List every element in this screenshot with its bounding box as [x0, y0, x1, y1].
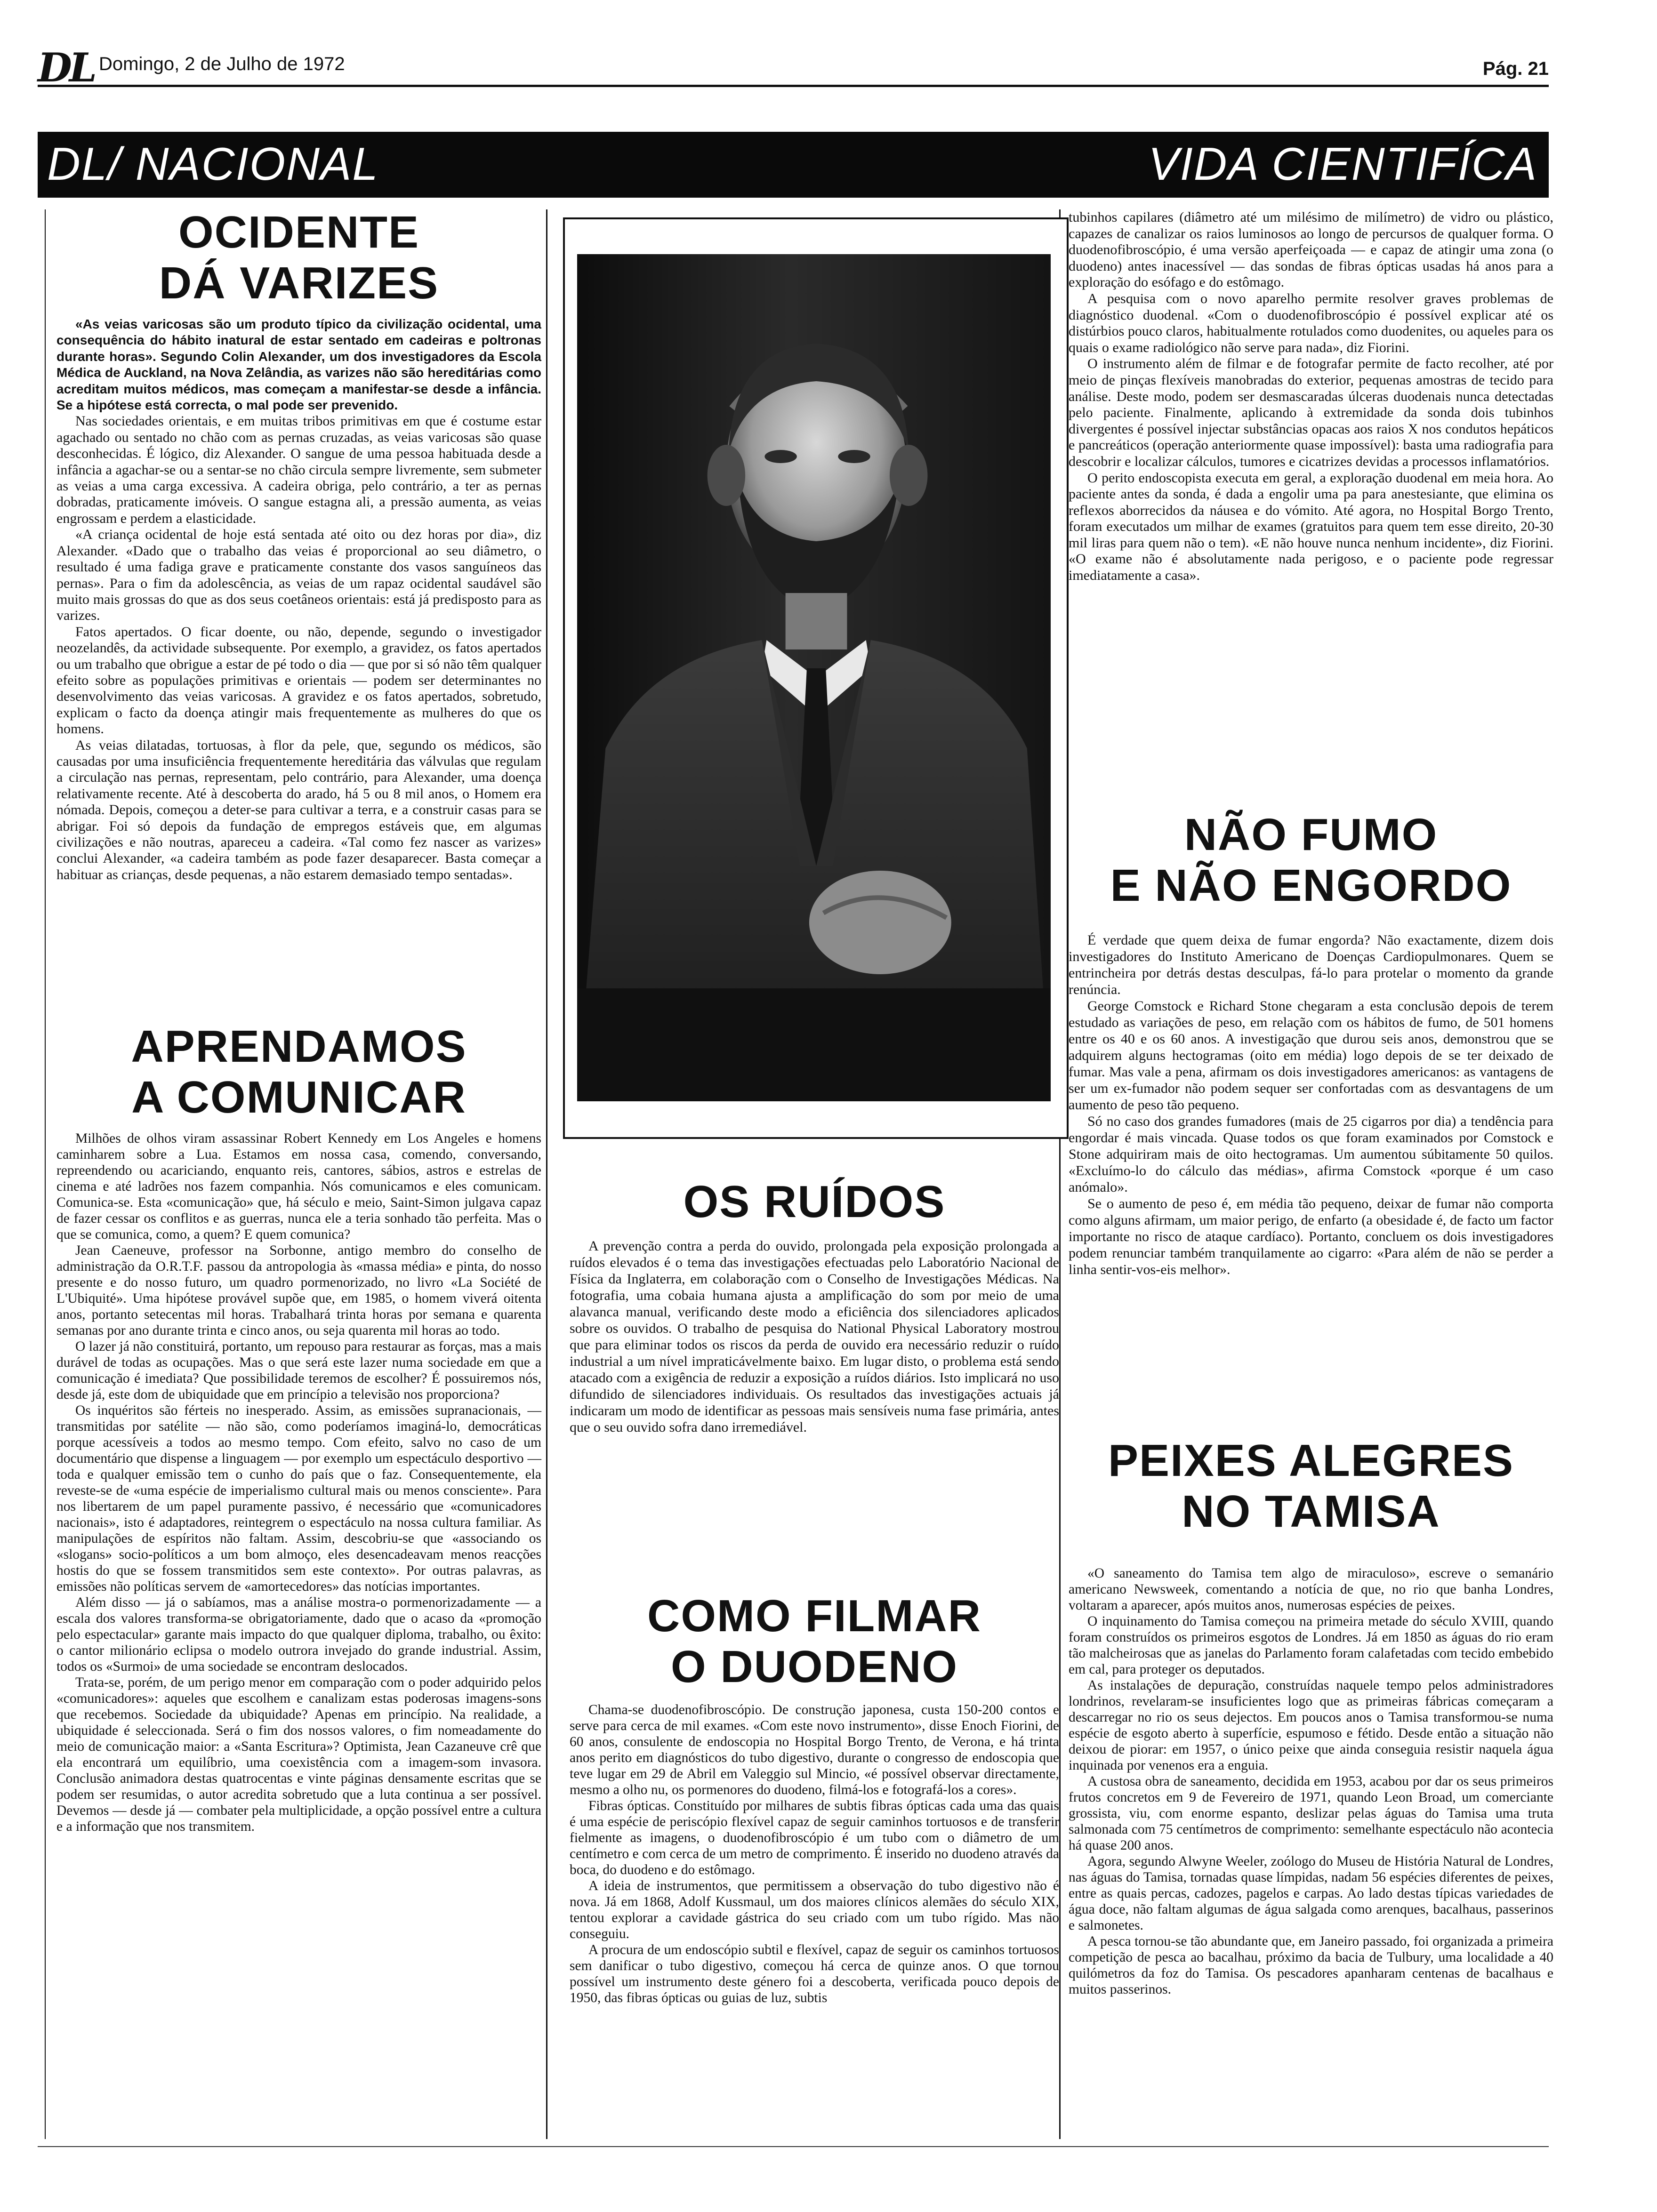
column-rule [45, 209, 46, 2139]
paragraph: Fatos apertados. O ficar doente, ou não, depende, segundo o investigador neozelandês, da actividade subsequente. Por exemplo, a gravidez, os fatos apertados ou um trabalho que obrigue a estar de pé todo o dia — que por si só não têm qualquer efeito sobre as populações primitivas e orientais — podem ser determinantes no desenvolvimento das veias varicosas. A gravidez e os fatos apertados, sobretudo, explicam o facto da doença atingir mais frequentemente as mulheres do que os homens. [56, 624, 541, 737]
paragraph: Fibras ópticas. Constituído por milhares de subtis fibras ópticas cada uma das quais é uma espécie de periscópio flexível capaz de seguir caminhos tortuosos e de transferir fielmente as imagens, o duodenofibroscópio é um tubo com o diâmetro de um centímetro e com cerca de um metro de comprimento. É inserido no duodeno através da boca, do duodeno e do estômago. [570, 1798, 1059, 1877]
paragraph: Chama-se duodenofibroscópio. De construção japonesa, custa 150-200 contos e serve para cerca de mil exames. «Com este novo instrumento», disse Enoch Fiorini, de 60 anos, consulente de endoscopia no Hospital Borgo Trento, de Verona, e há trinta anos perito em diagnósticos do tubo digestivo, durante o congresso de endoscopia que teve lugar em 29 de Abril em Valeggio sul Mincio, «é possível observar directamente, mesmo a olho nu, os pormenores do duodeno, filmá-los e fotografá-los a cores». [570, 1702, 1059, 1797]
paragraph: A procura de um endoscópio subtil e flexível, capaz de seguir os caminhos tortuosos sem danificar o tubo digestivo, começou há cerca de quinze anos. O que tornou possível um instrumento deste género foi a descoberta, verificada pouco depois de 1950, das fibras ópticas ou guias de luz, subtis [570, 1942, 1059, 2005]
paragraph: A custosa obra de saneamento, decidida em 1953, acabou por dar os seus primeiros frutos concretos em 9 de Fevereiro de 1971, quando Leon Broad, um comerciante grossista, viu, com enorme espanto, deslizar pelas águas do Tamisa uma truta salmonada com 75 centímetros de comprimento: semelhante espectáculo não acontecia há quase 200 anos. [1069, 1774, 1553, 1853]
paragraph: Além disso — já o sabíamos, mas a análise mostra-o pormenorizadamente — a escala dos valores transforma-se obrigatoriamente, dado que o acaso da «promoção pelo espectacular» garante mais impacto do que qualquer diploma, trabalho, ou êxito: o cantor milionário eclipsa o modelo outrora invejado do grande industrial. Assim, todos os «Surmoi» de uma sociedade se encontram deslocados. [56, 1595, 541, 1674]
article-duodeno-continuation [1069, 209, 1553, 584]
article-fumo [1069, 809, 1553, 1278]
paragraph: O inquinamento do Tamisa começou na primeira metade do século XVIII, quando foram construídos os primeiros esgotos de Londres. Já em 1850 as águas do rio eram tão malcheirosas que as janelas do Parlamento foram calafetadas com tecido embebido em cal, para proteger os deputados. [1069, 1614, 1553, 1677]
paragraph: Jean Caeneuve, professor na Sorbonne, antigo membro do conselho de administração da O.R.T.F. passou da antropologia às «massa média» e pinta, do nosso presente e do nosso futuro, um quadro pormenorizado, no livro «La Société de L'Ubiquité». Uma hipótese provável supõe que, em 1985, o homem viverá oitenta anos, portanto setecentas mil horas. Trabalhará trinta horas por semana e quarenta semanas por ano durante trinta e cinco anos, ou seja quarenta mil horas ao todo. [56, 1243, 541, 1338]
photo-man-with-headphones [577, 254, 1051, 1101]
paragraph: George Comstock e Richard Stone chegaram a esta conclusão depois de terem estudado as variações de peso, em relação com os hábitos de fumo, de 501 homens entre os 40 e os 60 anos. A investigação que durou seis anos, demonstrou que se adquirem alguns hectogramas (oito em média) logo depois de se ter deixado de fumar. Mas vale a pena, afirmam os dois investigadores americanos: as vantagens de ser um ex-fumador não podem sequer ser confortadas com as desvantagens de um aumento de peso tão pequeno. [1069, 998, 1553, 1113]
article-body [570, 1238, 1059, 1435]
section-bar [38, 132, 1549, 198]
paragraph: «As veias varicosas são um produto típico da civilização ocidental, uma consequência do hábito inatural de estar sentado em cadeiras e poltronas durante horas». Segundo Colin Alexander, um dos investigadores da Escola Médica de Auckland, na Nova Zelândia, as varizes não são hereditárias como acreditam muitos médicos, mas começam a manifestar-se desde a infância. Se a hipótese está correcta, o mal pode ser prevenido. [56, 317, 541, 413]
newspaper-logo: DL [38, 44, 94, 91]
article-duodeno [570, 1591, 1059, 2006]
article-headline: APRENDAMOS A COMUNICAR [131, 1021, 467, 1122]
paragraph: Só no caso dos grandes fumadores (mais de 25 cigarros por dia) a tendência para engordar é mais vincada. Quase todos os que foram examinados por Comstock e Stone adquiriram mais de oito hectogramas. Um aumentou súbitamente 50 quilos. «Excluímo-lo do cálculo das médias», afirma Comstock «porque é um caso anómalo». [1069, 1114, 1553, 1195]
paragraph: A pesca tornou-se tão abundante que, em Janeiro passado, foi organizada a primeira competição de pesca ao bacalhau, próximo da bacia de Tulbury, uma localidade a 40 quilómetros da foz do Tamisa. Os pescadores apanharam centenas de bacalhaus e muitos passerinos. [1069, 1934, 1553, 1997]
issue-date: Domingo, 2 de Julho de 1972 [99, 54, 345, 74]
paragraph: «A criança ocidental de hoje está sentada até oito ou dez horas por dia», diz Alexander. «Dado que o trabalho das veias é proporcional ao seu diâmetro, o resultado é uma fadiga grave e praticamente constante dos vasos sanguíneos das pernas». Para o fim da adolescência, as veias de um rapaz ocidental saudável são muito mais grossas do que as dos seus coetâneos orientais: está já predisposto para as varizes. [56, 527, 541, 624]
paragraph: Trata-se, porém, de um perigo menor em comparação com o poder adquirido pelos «comunicadores»: aqueles que escolhem e canalizam estas poderosas imagens-sons que recebemos. Sociedade da ubiquidade? Apenas em princípio. Na realidade, a ubiquidade é seleccionada. Será o fim dos nossos valores, o fim nomeadamente do meio de comunicação maior: a «Santa Escritura»? Optimista, Jean Cazaneuve crê que ela encontrará um equilíbrio, uma coexistência com a imagem-som invasora. Conclusão animadora destas quatrocentas e vinte páginas densamente escritas que se podem ser resumidas, o autor acredita sobretudo que a luta continua a ser possível. Devemos — desde já — combater pela multiplicidade, a opção possível entre a cultura e a informação que nos transmitem. [56, 1675, 541, 1834]
article-varizes [56, 207, 541, 883]
paragraph: tubinhos capilares (diâmetro até um milésimo de milímetro) de vidro ou plástico, capazes de canalizar os raios luminosos ao longo de percursos de qualquer forma. O duodenofibroscópio, é uma versão aperfeiçoada — e capaz de atingir uma zona (o duodeno) antes inacessível — das sondas de fibras ópticas usadas há anos para a exploração do esófago e do estômago. [1069, 209, 1553, 290]
paragraph: Se o aumento de peso é, em média tão pequeno, deixar de fumar não comporta como alguns afirmam, um maior perigo, de enfarto (a obesidade é, de facto um factor importante no risco de ataque cardíaco). Portanto, concluem os dois investigadores podem renunciar também tranquilamente ao cigarro: «Para além de não se perder a linha sentir-vos-eis melhor». [1069, 1196, 1553, 1277]
article-body [1069, 1565, 1553, 1997]
article-body [56, 1130, 541, 1835]
section-label-right: VIDA CIENTIFÍCA [1148, 138, 1537, 190]
paragraph: As instalações de depuração, construídas naquele tempo pelos administradores londrinos, revelaram-se insuficientes logo que as primeiras fábricas começaram a descarregar no rio os seus dejectos. Em poucos anos o Tamisa transformou-se numa espécie de esgoto aberto à superfície, espumoso e fétido. Desde então a situação não deixou de piorar: em 1957, o único peixe que ainda conseguia resistir naquela água inquinada por venenos era a enguia. [1069, 1678, 1553, 1773]
paragraph: O lazer já não constituirá, portanto, um repouso para restaurar as forças, mas a mais durável de todas as ocupações. Mas o que será este lazer numa sociedade em que a comunicação é imediata? Que possibilidade teremos de escolher? É possuiremos nós, desde já, este dom de ubiquidade que em princípio a televisão nos proporciona? [56, 1339, 541, 1402]
footer-rule [38, 2146, 1549, 2147]
article-body [1069, 209, 1553, 584]
paragraph: A pesquisa com o novo aparelho permite resolver graves problemas de diagnóstico duodenal. «Com o duodenofibroscópio é possível explicar até os distúrbios pouco claros, habitualmente rotulados como duodenites, ou aqueles para os quais o exame radiológico não serve para nada», diz Fiorini. [1069, 290, 1553, 355]
paragraph: Os inquéritos são férteis no inesperado. Assim, as emissões supranacionais, — transmitidas por satélite — não são, como poderíamos imaginá-lo, democráticas porque acessíveis a todos ao mesmo tempo. Com efeito, salvo no caso de um documentário que dispense a linguagem — por exemplo um espectáculo desportivo — toda e qualquer emissão tem o cunho do país que o faz. Consequentemente, ela reveste-se de «uma espécie de imperialismo cultural mais ou menos consciente». Para nos libertarem de um papel puramente passivo, é necessário que «comunicadores nacionais», isto é adaptadores, reintegrem o espectáculo na nossa cultura familiar. As manipulações de espíritos não faltam. Assim, descobriu-se que «associando os «slogans» socio-políticos a um bom almoço, eles desencadeavam menos reacções hostis do que se fossem transmitidos sem este contexto». Por outras palavras, as emissões não políticas servem de «amortecedores» das notícias importantes. [56, 1403, 541, 1594]
column-rule [546, 209, 547, 2139]
article-tamisa [1069, 1435, 1553, 1997]
section-label-left: DL/ NACIONAL [47, 138, 379, 190]
paragraph: A prevenção contra a perda do ouvido, prolongada pela exposição prolongada a ruídos elevados é o tema das investigações efectuadas pelo Laboratório Nacional de Física da Inglaterra, em colaboração com o Conselho de Investigações Médicas. Na fotografia, uma cobaia humana ajusta a amplificação do som por meio de uma alavanca manual, verificando deste modo a eficiência dos silenciadores aplicados sobre os ouvidos. O trabalho de pesquisa do National Physical Laboratory mostrou que para eliminar todos os riscos da perda de ouvido era necessário reduzir o ruído industrial a um nível impraticávelmente baixo. Em lugar disto, o problema está sendo atacado com a exigência de reduzir a exposição a ruídos diários. Isto implicará no uso difundido de silenciadores individuais. Os resultados das investigações actuais já indicaram um modo de identificar as pessoas mais sensíveis numa fase primária, antes que o seu ouvido sofra dano irremediável. [570, 1238, 1059, 1435]
article-headline: OCIDENTE DÁ VARIZES [159, 207, 439, 308]
masthead [38, 44, 1549, 91]
paragraph: A ideia de instrumentos, que permitissem a observação do tubo digestivo não é nova. Já em 1868, Adolf Kussmaul, um dos maiores clínicos alemães do século XIX, tentou explorar a cavidade gástrica do seu criado com um tubo rígido. Mas não conseguiu. [570, 1878, 1059, 1941]
article-headline: NÃO FUMO E NÃO ENGORDO [1110, 809, 1512, 911]
paragraph: «O saneamento do Tamisa tem algo de miraculoso», escreve o semanário americano Newsweek, comentando a notícia de que, no rio que banha Londres, voltaram a aparecer, após muitos anos, numerosas espécies de peixes. [1069, 1566, 1553, 1613]
article-headline: PEIXES ALEGRES NO TAMISA [1108, 1435, 1514, 1537]
paragraph: As veias dilatadas, tortuosas, à flor da pele, que, segundo os médicos, são causadas por uma insuficiência frequentemente hereditária das válvulas que regulam a circulação nas pernas, representam, pelo contrário, para Alexander, uma doença relativamente recente. Até à descoberta do arado, há 5 ou 8 mil anos, o Homem era nómada. Depois, começou a deter-se para cultivar a terra, e a construir casas para se abrigar. Foi só depois da fundação de empregos estáveis que, em algumas civilizações e não noutras, apareceu a cadeira. «Tal como fez nascer as varizes» conclui Alexander, «a cadeira também as pode fazer desaparecer. Basta começar a habituar as crianças, desde pequenas, a não estarem demasiado tempo sentadas». [56, 737, 541, 882]
page-number: Pág. 21 [1482, 58, 1549, 79]
paragraph: O instrumento além de filmar e de fotografar permite de facto recolher, até por meio de pinças flexíveis manobradas do exterior, pequenas amostras de tecido para análise. Deste modo, podem ser desmascaradas úlceras duodenais nunca detectadas pelo paciente. Finalmente, aplicando à extremidade da sonda dois tubinhos divergentes é possível injectar substâncias opacas aos raios X nos condutos hepáticos e pancreáticos (operação anteriormente quase impossível): basta uma radiografia para descobrir e localizar cálculos, tumores e cicatrizes devidas a processos inflamatórios. [1069, 356, 1553, 469]
article-body [56, 316, 541, 883]
paragraph: É verdade que quem deixa de fumar engorda? Não exactamente, dizem dois investigadores do Instituto Americano de Doenças Cardiopulmonares. Quem se entrincheira por detrás destas desculpas, fá-lo para protelar o momento da grande renúncia. [1069, 932, 1553, 997]
article-ruidos [570, 1177, 1059, 1435]
article-headline: OS RUÍDOS [683, 1177, 946, 1227]
photo-image [577, 254, 1051, 1101]
paragraph: Agora, segundo Alwyne Weeler, zoólogo do Museu de História Natural de Londres, nas águas do Tamisa, tornadas quase límpidas, nadam 56 espécies diferentes de peixes, entre as quais percas, cadozes, pagelos e carpas. Ao lado destas típicas variedades de água doce, não faltam algumas de água salgada como arenques, bacalhaus, passerinos e salmonetes. [1069, 1854, 1553, 1933]
article-headline: COMO FILMAR O DUODENO [647, 1591, 981, 1692]
article-comunicar [56, 1021, 541, 1835]
article-body [570, 1702, 1059, 2006]
paragraph: Nas sociedades orientais, e em muitas tribos primitivas em que é costume estar agachado ou sentado no chão com as pernas cruzadas, as veias varicosas são quase desconhecidas. É lógico, diz Alexander. O sangue de uma pessoa habituada desde a infância a agachar-se ou a sentar-se no chão circula sempre livremente, sem submeter as veias a uma carga excessiva. A cadeira obriga, pelo contrário, a ter as pernas dobradas, praticamente imóveis. O sangue estagna ali, a pressão aumenta, as veias engrossam e perdem a elasticidade. [56, 413, 541, 526]
paragraph: Milhões de olhos viram assassinar Robert Kennedy em Los Angeles e homens caminharem sobre a Lua. Estamos em nossa casa, comendo, conversando, repreendendo ou acariciando, enquanto reis, cantores, sábios, astros e estrelas de cinema e até ladrões nos fazem companhia. Nós comunicamos e eles comunicam. Comunica-se. Esta «comunicação» que, há século e meio, Saint-Simon julgava capaz de fazer cessar os conflitos e as guerras, nunca ele a teria sonhado tão perfeita. Mas o que se comunica, como, a quem? E quem comunica? [56, 1131, 541, 1242]
paragraph: O perito endoscopista executa em geral, a exploração duodenal em meia hora. Ao paciente antes da sonda, é dada a engolir uma pa para anestesiante, que elimina os reflexos aborrecidos da náusea e do vómito. Até agora, no Hospital Borgo Trento, foram executados um milhar de exames (gratuitos para quem tem esse direito, 20-30 mil liras para quem não o tem). «E não houve nunca nenhum incidente», diz Fiorini. «O exame não é absolutamente nada perigoso, e o paciente pode regressar imediatamente a casa». [1069, 470, 1553, 584]
article-body [1069, 932, 1553, 1278]
